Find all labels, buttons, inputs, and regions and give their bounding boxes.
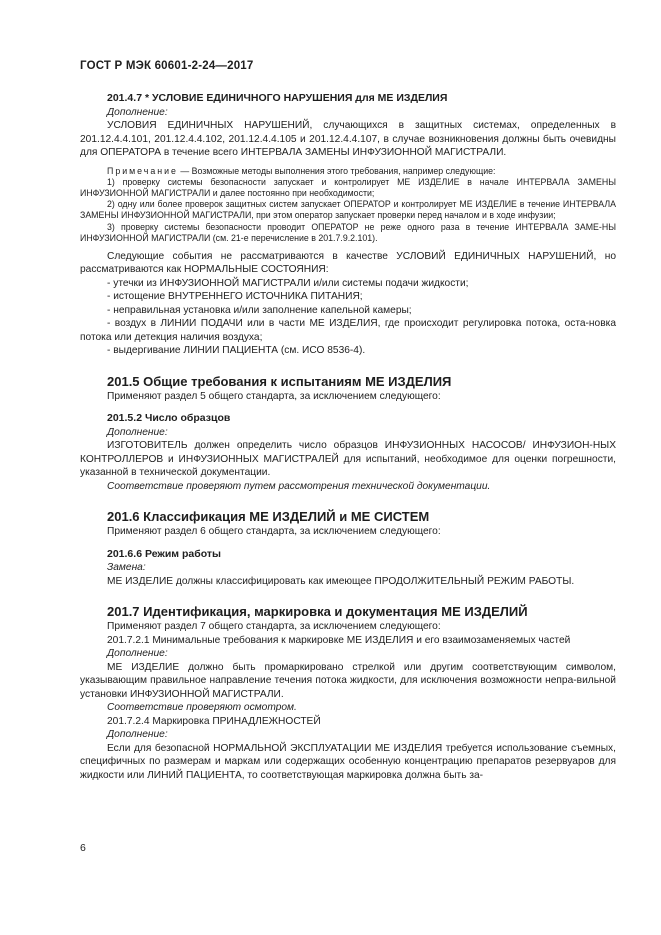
replace-label: Замена: bbox=[107, 562, 146, 574]
note-label: Примечание bbox=[107, 165, 178, 176]
section-intro: Применяют раздел 7 общего стандарта, за исключением следующего: bbox=[107, 621, 441, 633]
event-item: - воздух в ЛИНИИ ПОДАЧИ или в части МЕ ИЗДЕЛИЯ, где происходит регулировка потока, оста-новка потока или детекция наличия воздуха; bbox=[80, 318, 616, 343]
event-item: - истощение ВНУТРЕННЕГО ИСТОЧНИКА ПИТАНИЯ; bbox=[107, 291, 363, 303]
replace-text: МЕ ИЗДЕЛИЕ должны классифицировать как имеющее ПРОДОЛЖИТЕЛЬНЫЙ РЕЖИМ РАБОТЫ. bbox=[107, 575, 575, 587]
addition-label: Дополнение: bbox=[107, 106, 168, 118]
clause-201-7-2-4: 201.7.2.4 Маркировка ПРИНАДЛЕЖНОСТЕЙ bbox=[107, 715, 321, 727]
addition-label: Дополнение: bbox=[107, 729, 168, 741]
note-item: 3) проверку системы безопасности проводит ОПЕРАТОР не реже одного раза в течение ИНТЕРВАЛА ЗАМЕ-НЫ ИНФУЗИОННОЙ МАГИСТРАЛИ (см. 21-е перечисление в 201.7.9.2.101). bbox=[80, 221, 616, 243]
addition-text: МЕ ИЗДЕЛИЕ должно быть промаркировано стрелкой или другим соответствующим символом, указывающим правильное направление течения потока жидкости, для исключения возможности непра-вильной установки ИНФУЗИОННОЙ МАГИСТРАЛИ. bbox=[80, 661, 616, 700]
subsection-heading-201-5-2: 201.5.2 Число образцов bbox=[107, 412, 231, 425]
section-intro: Применяют раздел 5 общего стандарта, за исключением следующего: bbox=[107, 390, 441, 402]
standard-header: ГОСТ Р МЭК 60601-2-24—2017 bbox=[80, 60, 254, 72]
section-heading-201-7: 201.7 Идентификация, маркировка и документация МЕ ИЗДЕЛИЙ bbox=[107, 604, 528, 620]
addition-text: ИЗГОТОВИТЕЛЬ должен определить число образцов ИНФУЗИОННЫХ НАСОСОВ/ ИНФУЗИОН-НЫХ КОНТРОЛЛЕРОВ и ИНФУЗИОННЫХ МАГИСТРАЛЕЙ для испытаний, необходимое для оценки погрешности, указанной в технической документации. bbox=[80, 440, 616, 479]
section-heading-201-6: 201.6 Классификация МЕ ИЗДЕЛИЙ и МЕ СИСТЕМ bbox=[107, 509, 430, 525]
events-intro: Следующие события не рассматриваются в качестве УСЛОВИЙ ЕДИНИЧНЫХ НАРУШЕНИЙ, но рассматриваются как НОРМАЛЬНЫЕ СОСТОЯНИЯ: bbox=[80, 250, 616, 276]
section-heading-201-5: 201.5 Общие требования к испытаниям МЕ ИЗДЕЛИЯ bbox=[107, 373, 452, 389]
addition-label: Дополнение: bbox=[107, 648, 168, 660]
compliance-text: Соответствие проверяют путем рассмотрения технической документации. bbox=[107, 480, 491, 492]
section-intro: Применяют раздел 6 общего стандарта, за исключением следующего: bbox=[107, 526, 441, 538]
event-item: - неправильная установка и/или заполнение капельной камеры; bbox=[107, 304, 412, 316]
clause-201-7-2-1: 201.7.2.1 Минимальные требования к маркировке МЕ ИЗДЕЛИЯ и его взаимозаменяемых частей bbox=[107, 634, 571, 646]
subsection-heading-201-6-6: 201.6.6 Режим работы bbox=[107, 547, 221, 560]
addition-text: Если для безопасной НОРМАЛЬНОЙ ЭКСПЛУАТАЦИИ МЕ ИЗДЕЛИЯ требуется использование съемных, специфичных по размерам и маркам или содержащих особенную концентрацию препаратов резервуаров для жидкости или ЛИНИЙ ПАЦИЕНТА, то соответствующая маркировка должна быть за- bbox=[80, 742, 616, 781]
addition-label: Дополнение: bbox=[107, 426, 168, 438]
page-number: 6 bbox=[80, 842, 86, 854]
compliance-text: Соответствие проверяют осмотром. bbox=[107, 702, 297, 714]
event-item: - утечки из ИНФУЗИОННОЙ МАГИСТРАЛИ и/или системы подачи жидкости; bbox=[107, 277, 469, 289]
note-item: 1) проверку системы безопасности запускает и контролирует МЕ ИЗДЕЛИЕ в начале ИНТЕРВАЛА ЗАМЕНЫ ИНФУЗИОННОЙ МАГИСТРАЛИ и далее постоянно при необходимости; bbox=[80, 176, 616, 198]
event-item: - выдергивание ЛИНИИ ПАЦИЕНТА (см. ИСО 8536-4). bbox=[107, 345, 366, 357]
page-content bbox=[80, 92, 616, 782]
subsection-heading-201-4-7: 201.4.7 * УСЛОВИЕ ЕДИНИЧНОГО НАРУШЕНИЯ для МЕ ИЗДЕЛИЯ bbox=[107, 92, 448, 104]
note-item: 2) одну или более проверок защитных систем запускает ОПЕРАТОР и контролирует МЕ ИЗДЕЛИЕ в течение ИНТЕРВАЛА ЗАМЕНЫ ИНФУЗИОННОЙ МАГИСТРАЛИ, при этом оператор запускает проверки перед началом и в ходе инфузии; bbox=[80, 199, 616, 221]
note-block bbox=[80, 166, 616, 244]
addition-text: УСЛОВИЯ ЕДИНИЧНЫХ НАРУШЕНИЙ, случающихся в защитных системах, определенных в 201.12.4.4.101, 201.12.4.4.102, 201.12.4.4.105 и 201.12.4.4.107, в случае возникновения должны быть очевидны для ОПЕРАТОРА в течение всего ИНТЕРВАЛА ЗАМЕНЫ ИНФУЗИОННОЙ МАГИСТРАЛИ. bbox=[80, 120, 616, 158]
note-intro: — Возможные методы выполнения этого требования, например следующие: bbox=[177, 165, 496, 176]
note-intro-line bbox=[80, 166, 616, 177]
